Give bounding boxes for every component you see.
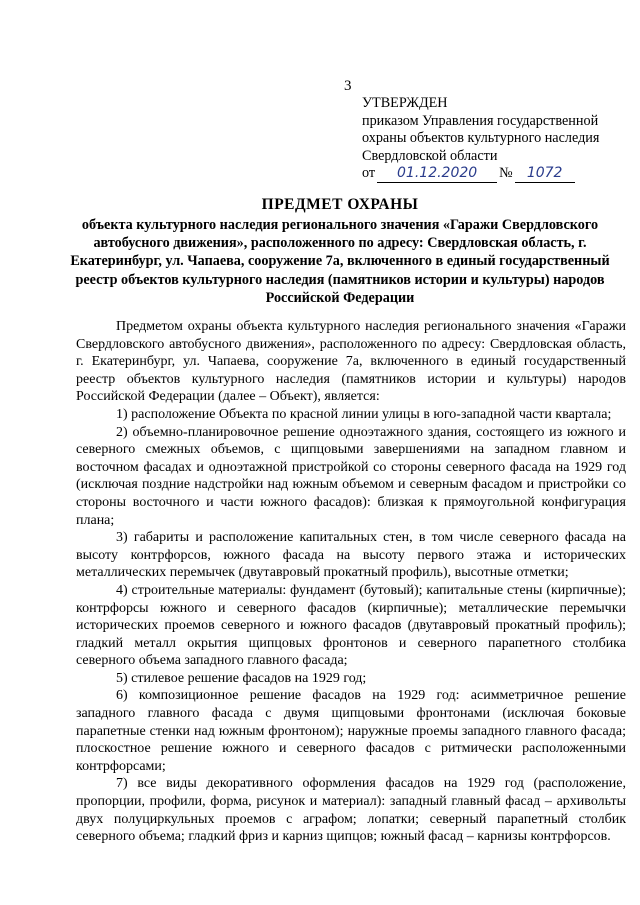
document-body: [76, 318, 626, 846]
handwritten-number: 1072: [515, 166, 575, 183]
list-item: 7) все виды декоративного оформления фасадов на 1929 год (расположение, пропорции, профили, форма, рисунок и материал): западный главный фасад – архивольты двух полуциркульных проемов с аграфом; лопатки; северный парапетный столбик северного объема; гладкий фриз и карниз щипцов; южный фасад – карнизы контрфорсов.: [76, 776, 626, 845]
approval-block: [362, 95, 632, 183]
from-label: от: [362, 165, 376, 181]
list-item: 6) композиционное решение фасадов на 1929 год: асимметричное решение западного главного фасада с двумя щипцовыми фронтонами (исключая боковые парапетные стенки над южным фронтоном); наружные проемы западного главного фасада; плоскостное решение южного и северного фасадов с ритмически расположенными контрфорсами;: [76, 688, 626, 774]
approval-line-1: приказом Управления государственной: [362, 112, 599, 129]
intro-paragraph: Предметом охраны объекта культурного наследия регионального значения «Гаражи Свердловского автобусного движения», расположенного по адресу: Свердловская область, г. Екатеринбург, ул. Чапаева, сооружение 7а, включенного в единый государственный реестр объектов культурного наследия (памятников истории и культуры) народов Российской Федерации (далее – Объект), является:: [76, 319, 626, 405]
list-item: 2) объемно-планировочное решение одноэтажного здания, состоящего из южного и северного смежных объемов, с щипцовыми завершениями на западном главном и восточном фасадах и одноэтажной пристройкой со стороны северного фасада на 1929 год (исключая поздние надстройки над южным объемом и северным фасадом и пристройки со стороны восточного и части южного фасадов): близкая к прямоугольной конфигурация плана;: [76, 424, 626, 528]
approval-heading: УТВЕРЖДЕН: [362, 95, 448, 111]
list-item: 5) стилевое решение фасадов на 1929 год;: [116, 670, 367, 686]
list-item: 1) расположение Объекта по красной линии улицы в юго-западной части квартала;: [116, 406, 612, 422]
document-subtitle: объекта культурного наследия регионального значения «Гаражи Свердловского автобусного движения», расположенного по адресу: Свердловская область, г. Екатеринбург, ул. Чапаева, сооружение 7а, включенного в единый государственный реестр объектов культурного наследия (памятников истории и культуры) народов Российской Федерации: [70, 217, 610, 306]
page-number: 3: [344, 78, 352, 94]
approval-line-2: охраны объектов культурного наследия: [362, 130, 600, 146]
list-item: 4) строительные материалы: фундамент (бутовый); капитальные стены (кирпичные); контрфорсы южного и северного фасадов (кирпичные); металлические перемычки исторических проемов северного и южного фасадов (двутавровый прокатный профиль); гладкий металл окрытия щипцовых фронтонов и северного парапетного столбика северного объема западного главного фасада;: [76, 582, 626, 669]
number-label: №: [499, 165, 513, 181]
handwritten-date: 01.12.2020: [377, 166, 497, 183]
title-block: [60, 196, 620, 307]
approval-line-3: Свердловской области: [362, 147, 498, 164]
document-title: ПРЕДМЕТ ОХРАНЫ: [261, 196, 419, 213]
approval-date-number-line: [362, 165, 632, 183]
list-item: 3) габариты и расположение капитальных стен, в том числе северного фасада на высоту контрфорсов, южного фасада на высоту первого этажа и исторических металлических перемычек (двутавровый прокатный профиль), высотные отметки;: [76, 530, 626, 581]
